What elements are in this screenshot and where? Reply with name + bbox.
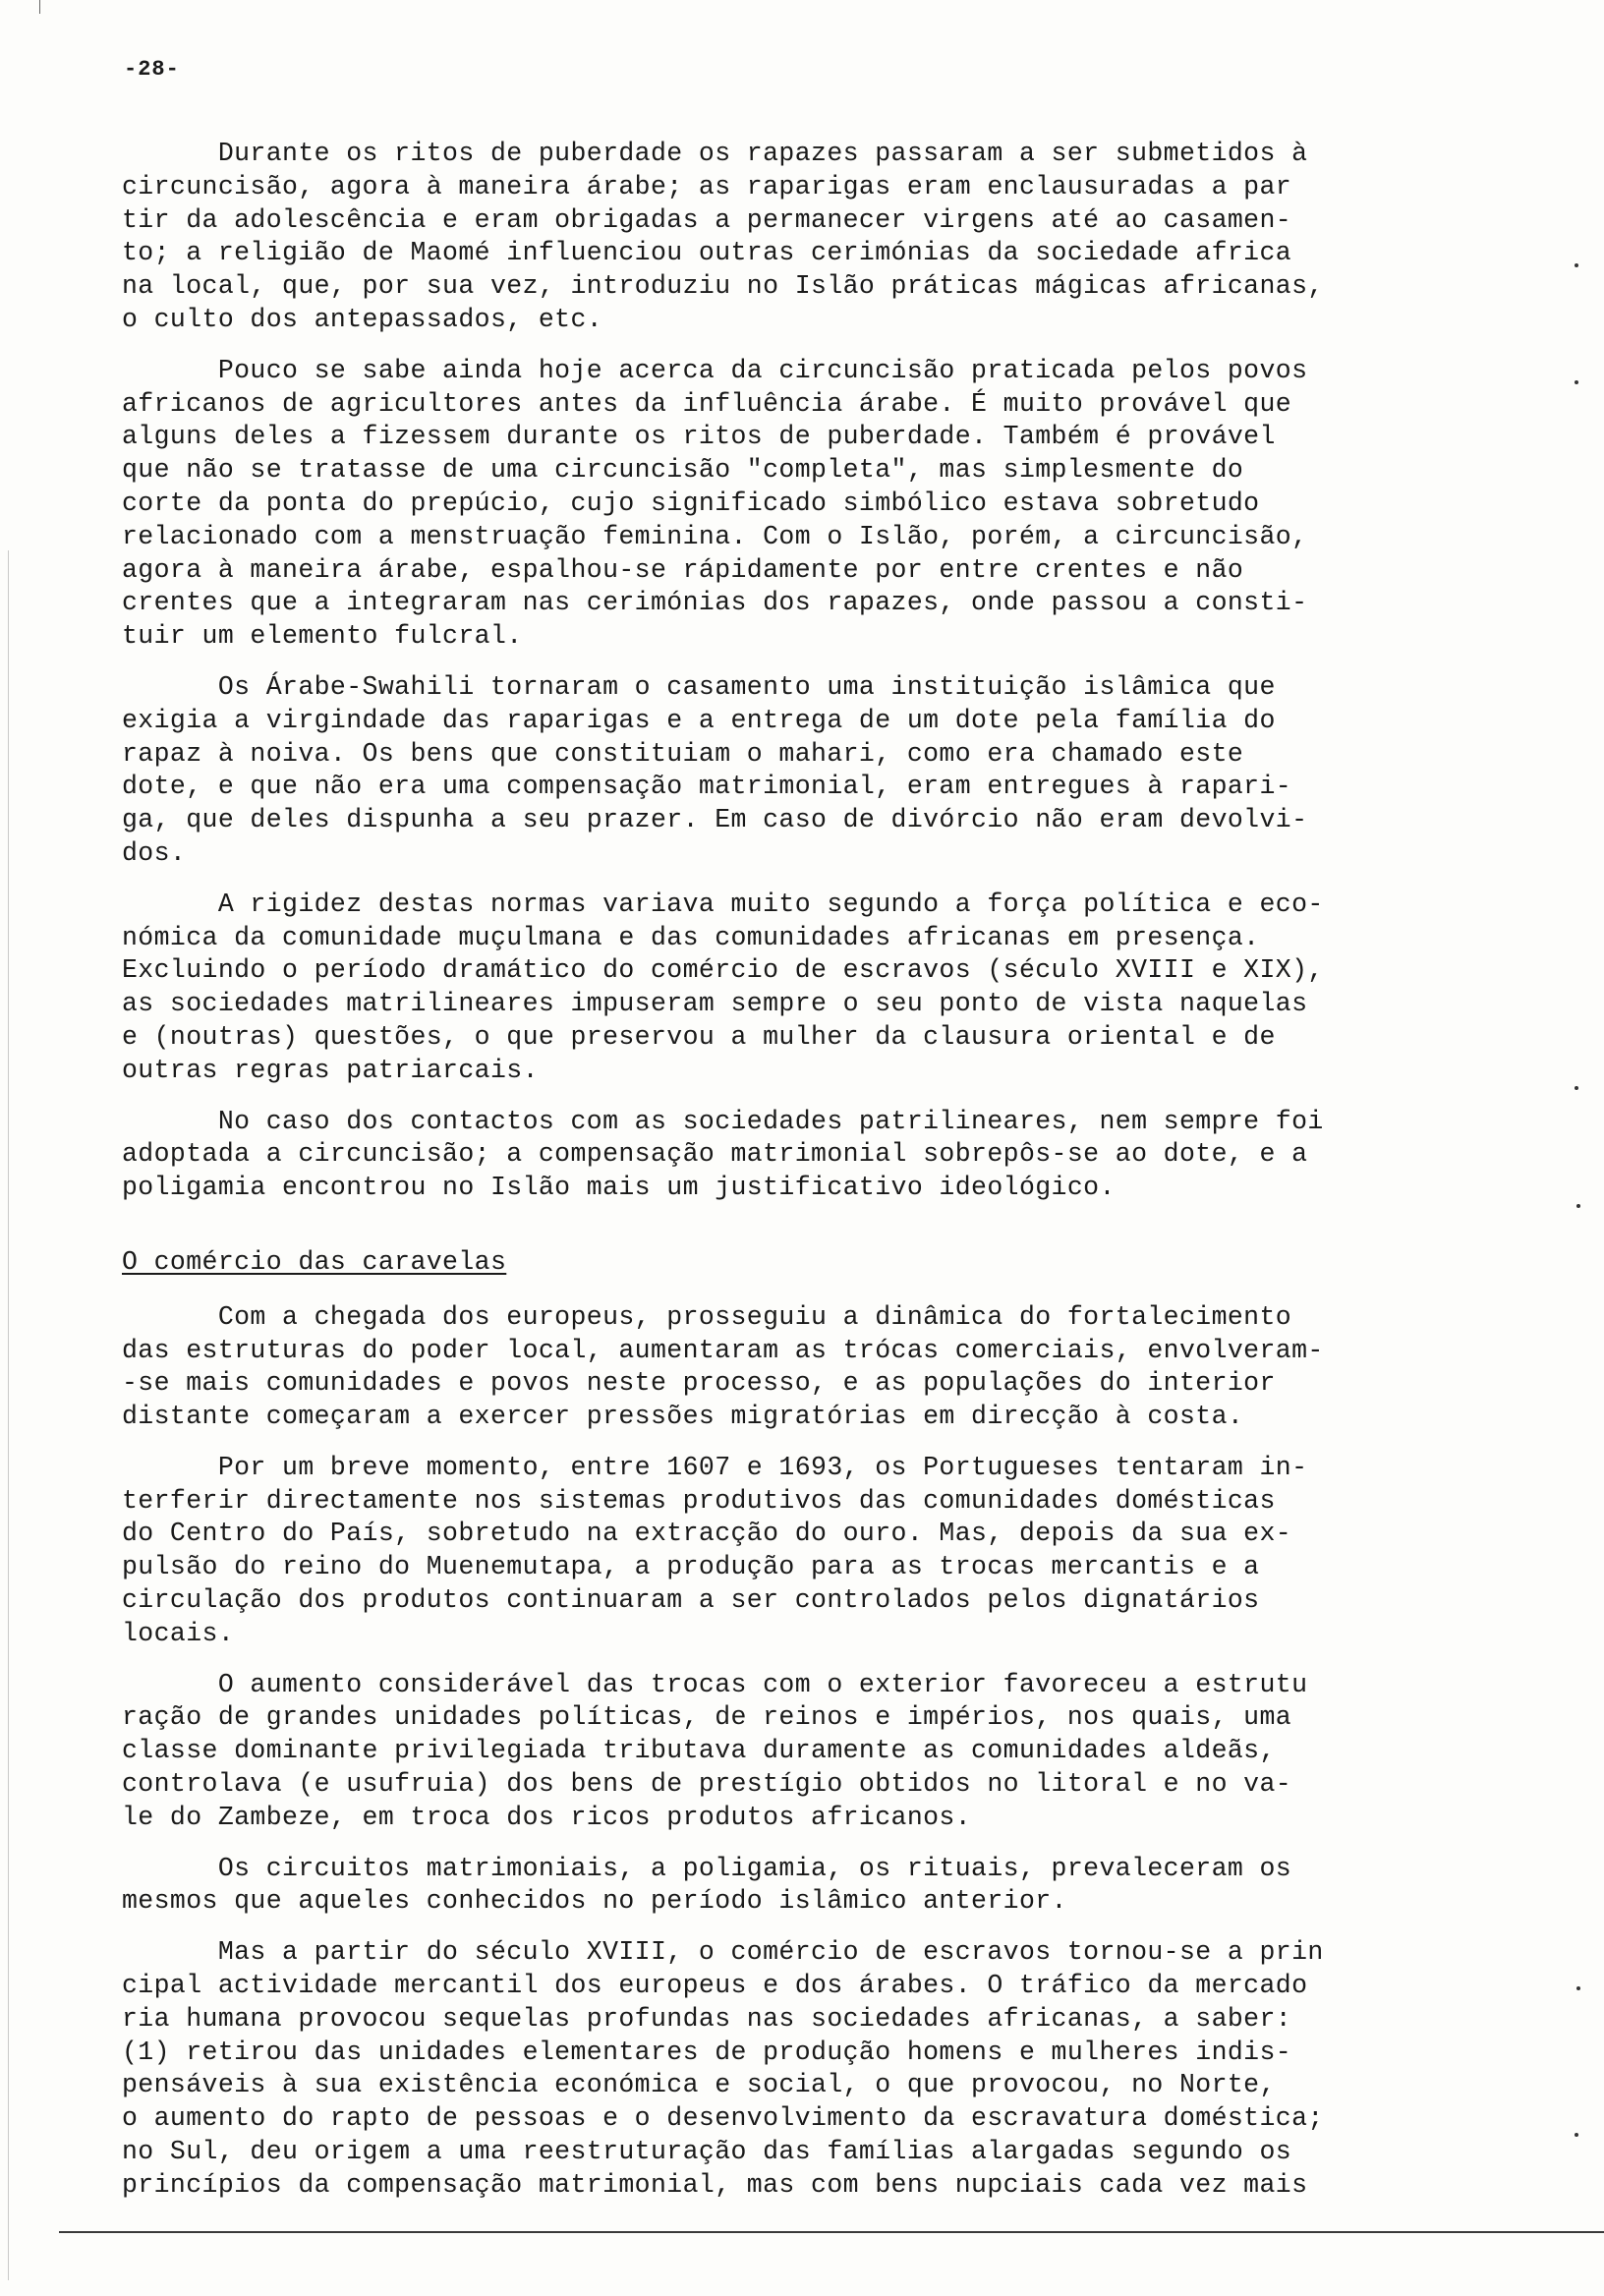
- paragraph: [122, 671, 1451, 871]
- margin-mark: [1575, 1086, 1578, 1090]
- text-line: terferir directamente nos sistemas produtivos das comunidades domésticas: [122, 1485, 1276, 1516]
- text-line: alguns deles a fizessem durante os ritos de puberdade. Também é provável: [122, 422, 1276, 452]
- text-line: rapaz à noiva. Os bens que constituiam o mahari, como era chamado este: [122, 738, 1244, 769]
- paragraph: [122, 1301, 1451, 1434]
- text-line: princípios da compensação matrimonial, mas com bens nupciais cada vez mais: [122, 2169, 1308, 2200]
- text-line: Pouco se sabe ainda hoje acerca da circuncisão praticada pelos povos: [122, 355, 1308, 385]
- margin-mark: [1575, 263, 1578, 267]
- bottom-rule: [59, 2231, 1604, 2233]
- text-line: outras regras patriarcais.: [122, 1055, 539, 1085]
- text-line: circuncisão, agora à maneira árabe; as raparigas eram enclausuradas a par: [122, 171, 1292, 201]
- body-text: [122, 138, 1451, 2220]
- text-line: (1) retirou das unidades elementares de produção homens e mulheres indis-: [122, 2037, 1292, 2067]
- text-line: africanos de agricultores antes da influência árabe. É muito provável que: [122, 388, 1292, 419]
- left-margin-rule: [8, 550, 9, 2280]
- text-line: Os circuitos matrimoniais, a poligamia, os rituais, prevaleceram os: [122, 1853, 1292, 1883]
- text-line: A rigidez destas normas variava muito segundo a força política e eco-: [122, 889, 1324, 919]
- text-line: controlava (e usufruia) dos bens de prestígio obtidos no litoral e no va-: [122, 1769, 1292, 1800]
- text-line: corte da ponta do prepúcio, cujo significado simbólico estava sobretudo: [122, 488, 1260, 518]
- text-line: que não se tratasse de uma circuncisão "completa", mas simplesmente do: [122, 455, 1244, 486]
- text-line: classe dominante privilegiada tributava duramente as comunidades aldeãs,: [122, 1736, 1276, 1766]
- text-line: Mas a partir do século XVIII, o comércio de escravos tornou-se a prin: [122, 1937, 1324, 1968]
- paragraph-group-before-heading: [122, 138, 1451, 1205]
- text-line: O aumento considerável das trocas com o exterior favoreceu a estrutu: [122, 1669, 1308, 1699]
- text-line: agora à maneira árabe, espalhou-se rápidamente por entre crentes e não: [122, 554, 1244, 585]
- paragraph: [122, 1669, 1451, 1835]
- text-line: dos.: [122, 837, 187, 868]
- paragraph: [122, 1106, 1451, 1205]
- right-margin-marks: [1525, 0, 1604, 2296]
- text-line: adoptada a circuncisão; a compensação matrimonial sobrepôs-se ao dote, e a: [122, 1139, 1308, 1170]
- text-line: do Centro do País, sobretudo na extracção do ouro. Mas, depois da sua ex-: [122, 1519, 1292, 1549]
- text-line: Com a chegada dos europeus, prosseguiu a dinâmica do fortalecimento: [122, 1301, 1292, 1332]
- text-line: dote, e que não era uma compensação matrimonial, eram entregues à rapari-: [122, 772, 1292, 802]
- text-line: Excluindo o período dramático do comércio de escravos (século XVIII e XIX),: [122, 955, 1324, 986]
- text-line: tir da adolescência e eram obrigadas a permanecer virgens até ao casamen-: [122, 204, 1292, 235]
- text-line: na local, que, por sua vez, introduziu no Islão práticas mágicas africanas,: [122, 271, 1324, 302]
- text-line: das estruturas do poder local, aumentaram as trócas comerciais, envolveram-: [122, 1335, 1324, 1365]
- text-line: exigia a virgindade das raparigas e a entrega de um dote pela família do: [122, 705, 1276, 735]
- text-line: o aumento do rapto de pessoas e o desenvolvimento da escravatura doméstica;: [122, 2103, 1324, 2134]
- scan-corner-mark: [39, 0, 40, 14]
- paragraph: [122, 1936, 1451, 2202]
- text-line: pensáveis à sua existência económica e social, o que provocou, no Norte,: [122, 2070, 1276, 2100]
- text-line: o culto dos antepassados, etc.: [122, 304, 603, 334]
- page-number: -28-: [124, 57, 180, 82]
- text-line: Por um breve momento, entre 1607 e 1693, os Portugueses tentaram in-: [122, 1452, 1308, 1482]
- text-line: mesmos que aqueles conhecidos no período islâmico anterior.: [122, 1886, 1067, 1917]
- text-line: Durante os ritos de puberdade os rapazes passaram a ser submetidos à: [122, 139, 1308, 168]
- paragraph-group-after-heading: [122, 1301, 1451, 2203]
- paragraph: [122, 138, 1451, 337]
- text-line: ga, que deles dispunha a seu prazer. Em caso de divórcio não eram devolvi-: [122, 805, 1308, 835]
- text-line: Os Árabe-Swahili tornaram o casamento uma instituição islâmica que: [122, 671, 1276, 702]
- text-line: nómica da comunidade muçulmana e das comunidades africanas em presença.: [122, 922, 1260, 952]
- margin-mark: [1575, 380, 1578, 384]
- text-line: relacionado com a menstruação feminina. Com o Islão, porém, a circuncisão,: [122, 521, 1308, 551]
- text-line: poligamia encontrou no Islão mais um justificativo ideológico.: [122, 1173, 1116, 1203]
- section-heading: O comércio das caravelas: [122, 1246, 507, 1277]
- text-line: distante começaram a exercer pressões migratórias em direcção à costa.: [122, 1402, 1244, 1432]
- paragraph: [122, 355, 1451, 654]
- margin-mark: [1576, 1204, 1580, 1208]
- text-line: pulsão do reino do Muenemutapa, a produção para as trocas mercantis e a: [122, 1552, 1260, 1582]
- margin-mark: [1575, 2133, 1578, 2137]
- margin-mark: [1576, 1986, 1580, 1990]
- text-line: e (noutras) questões, o que preservou a mulher da clausura oriental e de: [122, 1021, 1276, 1052]
- text-line: to; a religião de Maomé influenciou outras cerimónias da sociedade africa: [122, 238, 1292, 268]
- text-line: ração de grandes unidades políticas, de reinos e impérios, nos quais, uma: [122, 1702, 1292, 1733]
- text-line: tuir um elemento fulcral.: [122, 621, 523, 652]
- text-line: no Sul, deu origem a uma reestruturação das famílias alargadas segundo os: [122, 2137, 1292, 2167]
- paragraph: [122, 1853, 1451, 1920]
- text-line: circulação dos produtos continuaram a ser controlados pelos dignatários: [122, 1585, 1260, 1616]
- text-line: locais.: [122, 1618, 235, 1648]
- text-line: cipal actividade mercantil dos europeus e dos árabes. O tráfico da mercado: [122, 1971, 1308, 2001]
- text-line: le do Zambeze, em troca dos ricos produtos africanos.: [122, 1802, 972, 1832]
- text-line: crentes que a integraram nas cerimónias dos rapazes, onde passou a consti-: [122, 588, 1308, 618]
- text-line: as sociedades matrilineares impuseram sempre o seu ponto de vista naquelas: [122, 989, 1308, 1019]
- text-line: ria humana provocou sequelas profundas nas sociedades africanas, a saber:: [122, 2003, 1292, 2034]
- paragraph: [122, 889, 1451, 1088]
- text-line: No caso dos contactos com as sociedades patrilineares, nem sempre foi: [122, 1106, 1324, 1136]
- text-line: -se mais comunidades e povos neste processo, e as populações do interior: [122, 1368, 1276, 1399]
- paragraph: [122, 1452, 1451, 1651]
